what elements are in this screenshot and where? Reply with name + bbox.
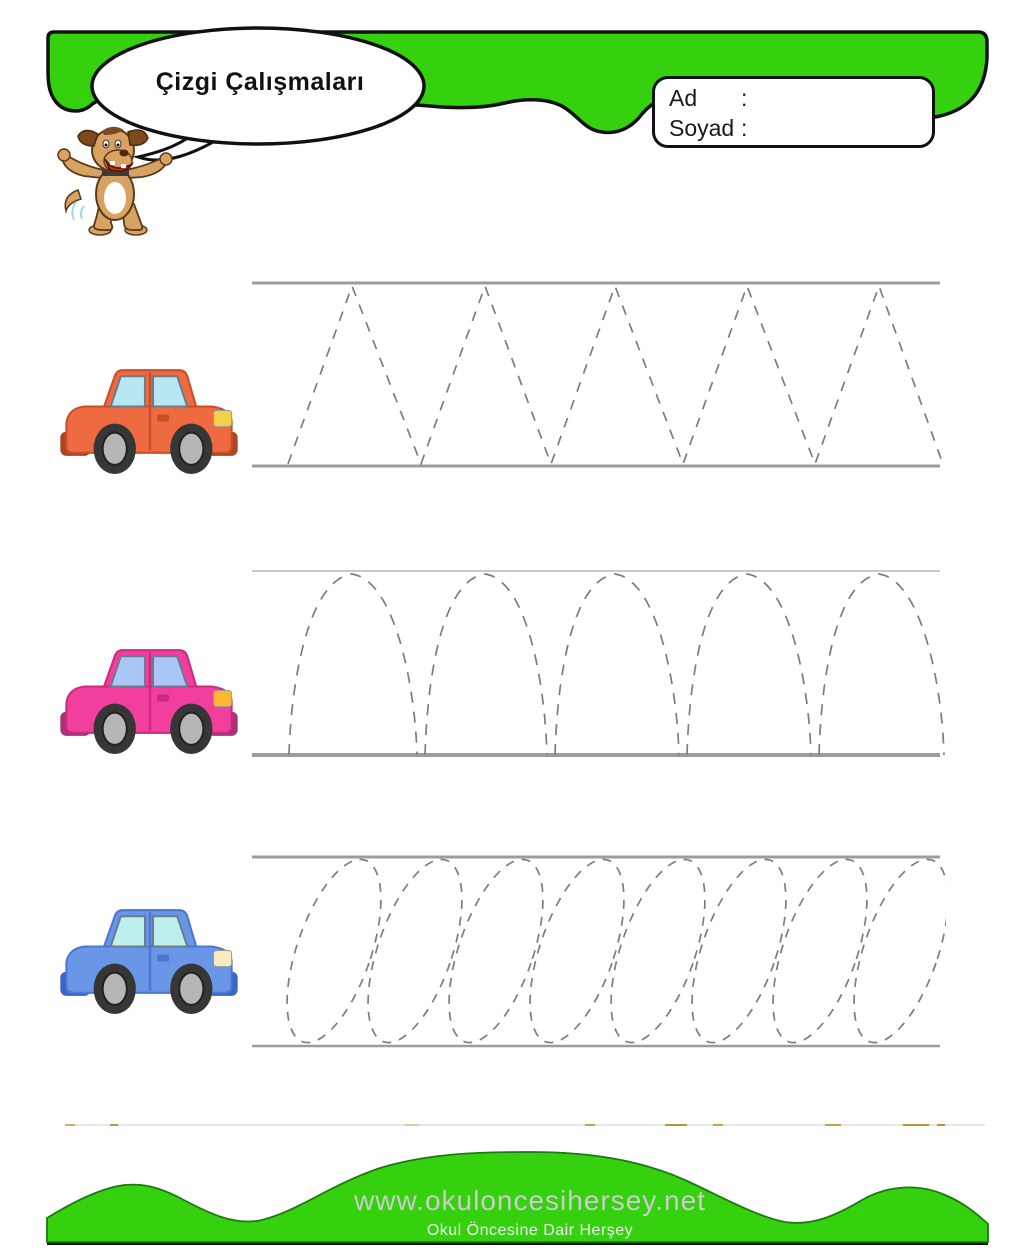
dog-mascot — [58, 127, 172, 235]
arch-dashed-path — [425, 574, 547, 755]
soyad-label: Soyad — [669, 115, 735, 141]
car-door-handle — [157, 415, 169, 422]
loop-dashed — [592, 854, 724, 1050]
dog-paw — [58, 149, 70, 161]
loop-dashed — [835, 854, 946, 1050]
artifact-dash — [405, 1124, 419, 1126]
car-headlight — [213, 690, 231, 706]
artifact-dash — [585, 1124, 595, 1126]
dog-nose — [120, 150, 129, 157]
trace-row-arches — [250, 568, 946, 760]
trace-row-zigzag — [250, 280, 946, 472]
dog-belly — [104, 182, 126, 214]
car-hub-rear — [103, 433, 127, 465]
artifact-residue-line — [65, 1124, 985, 1126]
artifact-dash — [937, 1124, 945, 1126]
artifact-dash — [110, 1124, 118, 1126]
car-hub-front — [179, 973, 203, 1005]
car-headlight — [213, 950, 231, 966]
soyad-colon: : — [741, 115, 748, 141]
blue-car — [58, 886, 240, 1017]
artifact-dash — [65, 1124, 75, 1126]
arch-dashed-path — [687, 574, 811, 755]
arch-dashed-path — [555, 574, 679, 755]
name-field-soyad — [669, 113, 932, 143]
footer-url: www.okuloncesihersey.net — [354, 1185, 706, 1216]
trace-row-loops — [250, 854, 946, 1050]
dog-tooth — [110, 161, 115, 165]
car-hub-rear — [103, 713, 127, 745]
ad-label: Ad — [669, 85, 698, 111]
footer-tagline: Okul Öncesine Dair Herşey — [426, 1222, 634, 1239]
name-field-ad — [669, 83, 932, 113]
loop-dashed — [511, 854, 643, 1050]
dog-pupil — [117, 144, 120, 147]
artifact-dash — [665, 1124, 687, 1126]
car-door-handle — [157, 695, 169, 702]
loop-dashed — [673, 854, 805, 1050]
dog-tooth — [121, 164, 126, 168]
arch-dashed-path — [289, 574, 417, 755]
loop-dashed — [349, 854, 481, 1050]
car-door-handle — [157, 955, 169, 962]
ad-colon: : — [741, 85, 748, 111]
dog-paw — [160, 153, 172, 165]
page-title: Çizgi Çalışmaları — [155, 68, 365, 96]
car-headlight — [213, 410, 231, 426]
car-hub-front — [179, 713, 203, 745]
dog-ear-left — [78, 130, 98, 146]
car-hub-front — [179, 433, 203, 465]
dog-ear-right — [128, 130, 148, 145]
dog-pupil — [105, 144, 108, 147]
name-box — [652, 76, 935, 148]
loop-dashed — [754, 854, 886, 1050]
dog-motion-lines — [72, 202, 84, 220]
zigzag-dashed-path — [288, 286, 944, 467]
car-hub-rear — [103, 973, 127, 1005]
footer-banner — [0, 1140, 1030, 1260]
artifact-dash — [713, 1124, 723, 1126]
artifact-dash — [903, 1124, 929, 1126]
artifact-dash — [825, 1124, 841, 1126]
pink-car — [58, 626, 240, 757]
orange-car — [58, 346, 240, 477]
loop-dashed — [430, 854, 562, 1050]
loop-dashed — [268, 854, 400, 1050]
arch-dashed-path — [819, 574, 944, 755]
